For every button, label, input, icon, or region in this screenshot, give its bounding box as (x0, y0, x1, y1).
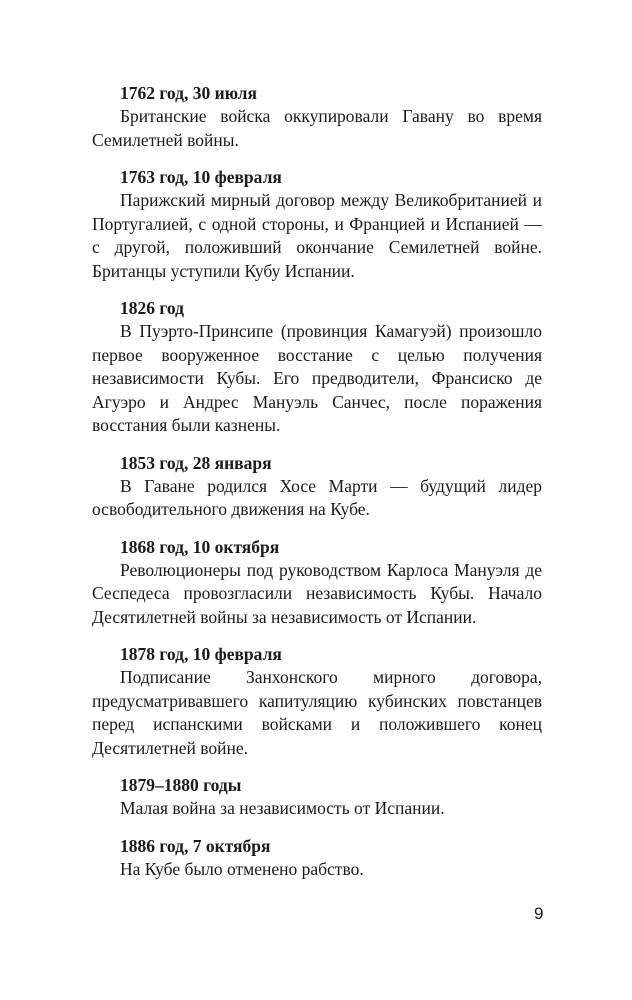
entry-date: 1868 год, 10 октября (120, 536, 280, 557)
entry-date: 1878 год, 10 февраля (120, 644, 282, 664)
entry-date: 1886 год, 7 октября (120, 835, 271, 856)
entry-text: Малая война за независимость от Испании. (120, 798, 445, 818)
entry-date: 1763 год, 10 февраля (120, 167, 282, 187)
chronology-entry (92, 82, 542, 152)
chronology-entry (92, 297, 542, 438)
entry-text: Революционеры под руководством Карлоса Мануэля де Сеспедеса провозгласили независимость Кубы. Начало Десятилетней войны за независимость от Испании. (92, 559, 542, 627)
chronology-entry (92, 774, 542, 821)
chronology-entry (92, 835, 542, 882)
chronology-entry (92, 643, 542, 760)
chronology-entry (92, 166, 542, 283)
entry-text: В Пуэрто-Принсипе (провинция Камагуэй) произошло первое вооруженное восстание с целью получения независимости Кубы. Его предводители, Франсиско де Агуэро и Андрес Мануэль Санчес, после поражения восстания были казнены. (92, 321, 542, 435)
entry-date: 1853 год, 28 января (120, 452, 272, 473)
entry-text: На Кубе было отменено рабство. (120, 858, 364, 879)
chronology-entry (92, 536, 542, 630)
entry-date: 1762 год, 30 июля (120, 83, 257, 103)
entry-text: В Гаване родился Хосе Марти — будущий лидер освободительного движения на Кубе. (92, 475, 542, 519)
page-number: 9 (534, 904, 544, 923)
entry-date: 1826 год (120, 298, 184, 318)
chronology-entry (92, 452, 542, 522)
entry-date: 1879–1880 годы (120, 775, 242, 795)
entry-text: Британские войска оккупировали Гавану во время Семилетней войны. (92, 106, 542, 150)
chronology-list (92, 82, 542, 895)
entry-text: Подписание Занхонского мирного договора, предусматривавшего капитуляцию кубинских повстанцев перед испанскими войсками и положившего конец Десятилетней войне. (92, 667, 542, 758)
entry-text: Парижский мирный договор между Великобританией и Португалией, с одной стороны, и Францией и Испанией — с другой, положивший окончание Семилетней войне. Британцы уступили Кубу Испании. (92, 190, 542, 281)
